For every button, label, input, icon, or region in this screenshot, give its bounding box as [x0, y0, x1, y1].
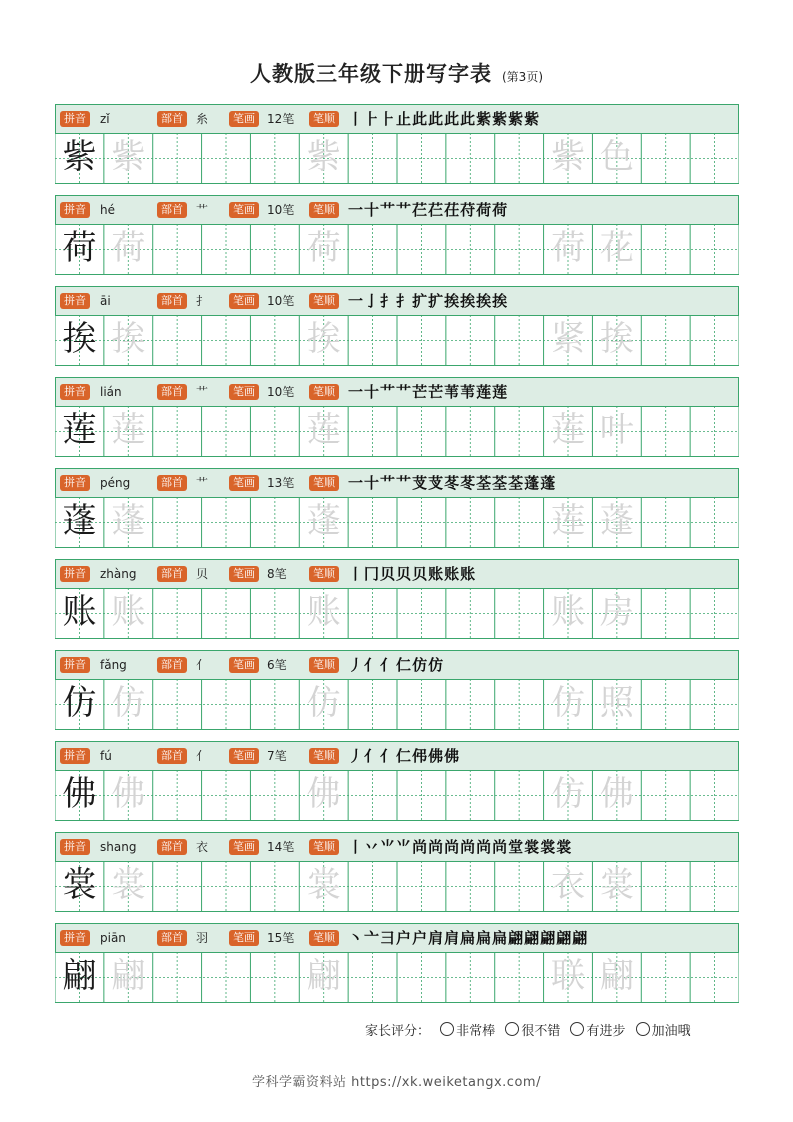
stroke-step: 一: [348, 292, 365, 310]
stroke-order-sequence: [348, 287, 508, 315]
stroke-step: 扌: [380, 292, 397, 310]
stroke-step: ⺌: [380, 838, 397, 856]
stroke-step: 此: [444, 110, 461, 128]
practice-cells: [55, 497, 739, 548]
radical-badge: 部首: [157, 293, 187, 309]
stroke-order-sequence: [348, 105, 540, 133]
trace-character: 账: [306, 592, 341, 632]
stroke-step: 扩: [412, 292, 429, 310]
model-character: 紫: [62, 137, 97, 177]
stroke-step: 茌: [444, 201, 461, 219]
stroke-step: 丿: [348, 656, 365, 674]
pinyin-badge: 拼音: [60, 566, 90, 582]
order-badge: 笔顺: [309, 930, 339, 946]
trace-character: 仿: [306, 683, 341, 723]
trace-character: 花: [599, 228, 634, 268]
strokes-value: 15笔: [267, 931, 295, 945]
pinyin-value: shang: [100, 840, 137, 854]
stroke-order-sequence: [348, 833, 572, 861]
stroke-step: 荷: [476, 201, 493, 219]
pinyin-badge: 拼音: [60, 202, 90, 218]
stroke-step: 翩: [572, 929, 589, 947]
trace-character: 裳: [111, 865, 146, 905]
stroke-step: 仁: [396, 747, 413, 765]
pinyin-value: lián: [100, 385, 122, 399]
stroke-step: 贝: [396, 565, 413, 583]
stroke-step: 十: [364, 474, 381, 492]
trace-character: 衣: [551, 865, 586, 905]
practice-cells: [55, 406, 739, 457]
order-badge: 笔顺: [309, 657, 339, 673]
trace-character: 仿: [111, 683, 146, 723]
practice-grid: [55, 133, 739, 184]
model-character: 荷: [62, 228, 97, 268]
radical-value: 艹: [196, 203, 209, 217]
pinyin-value: fǎng: [100, 658, 127, 672]
practice-cells: [55, 952, 739, 1003]
trace-character: 翩: [599, 956, 634, 996]
stroke-step: 贝: [412, 565, 429, 583]
trace-character: 蓬: [599, 501, 634, 541]
trace-character: 荷: [306, 228, 341, 268]
stroke-step: 亅: [364, 292, 381, 310]
stroke-step: 艹: [380, 201, 397, 219]
stroke-step: 苳: [460, 474, 477, 492]
stroke-step: ⺕: [380, 929, 397, 947]
stroke-step: 裳: [540, 838, 557, 856]
stroke-step: 扩: [428, 292, 445, 310]
practice-cells: [55, 133, 739, 184]
stroke-step: 尚: [428, 838, 445, 856]
practice-grid: [55, 679, 739, 730]
pinyin-value: āi: [100, 294, 111, 308]
strokes-badge: 笔画: [229, 748, 259, 764]
trace-character: 账: [551, 592, 586, 632]
rating-option-circle[interactable]: [570, 1022, 584, 1036]
practice-grid: [55, 315, 739, 366]
practice-grid: [55, 588, 739, 639]
stroke-step: 苇: [460, 383, 477, 401]
model-character: 仿: [62, 683, 97, 723]
rating-label: 家长评分：: [365, 1024, 431, 1039]
model-character: 莲: [62, 410, 97, 450]
order-badge: 笔顺: [309, 384, 339, 400]
character-row: [55, 923, 739, 1003]
practice-grid: [55, 770, 739, 821]
trace-character: 荷: [111, 228, 146, 268]
stroke-step: 尚: [444, 838, 461, 856]
trace-character: 紫: [306, 137, 341, 177]
stroke-step: 十: [364, 383, 381, 401]
trace-character: 佛: [306, 774, 341, 814]
stroke-step: 丨: [348, 110, 365, 128]
stroke-step: 丨: [348, 838, 365, 856]
stroke-step: 此: [428, 110, 445, 128]
stroke-step: 堂: [508, 838, 525, 856]
trace-character: 莲: [551, 501, 586, 541]
stroke-step: 尚: [492, 838, 509, 856]
radical-value: 羽: [196, 931, 209, 945]
order-badge: 笔顺: [309, 566, 339, 582]
stroke-step: 翩: [540, 929, 557, 947]
trace-character: 房: [599, 592, 634, 632]
stroke-step: 此: [412, 110, 429, 128]
stroke-order-sequence: [348, 924, 588, 952]
stroke-step: 仁: [396, 656, 413, 674]
order-badge: 笔顺: [309, 839, 339, 855]
radical-badge: 部首: [157, 930, 187, 946]
stroke-step: 佛: [444, 747, 461, 765]
pinyin-badge: 拼音: [60, 930, 90, 946]
pinyin-badge: 拼音: [60, 657, 90, 673]
rating-option-label: 非常棒: [456, 1024, 496, 1039]
stroke-step: 挨: [492, 292, 509, 310]
practice-grid: [55, 952, 739, 1003]
trace-character: 莲: [111, 410, 146, 450]
practice-cells: [55, 224, 739, 275]
stroke-step: 尚: [412, 838, 429, 856]
stroke-step: 裳: [524, 838, 541, 856]
practice-cells: [55, 770, 739, 821]
pinyin-badge: 拼音: [60, 748, 90, 764]
rating-option-circle[interactable]: [505, 1022, 519, 1036]
character-info-bar: [55, 650, 739, 680]
stroke-step: 艹: [380, 383, 397, 401]
stroke-step: 扁: [476, 929, 493, 947]
trace-character: 莲: [551, 410, 586, 450]
radical-value: 亻: [196, 658, 209, 672]
character-info-bar: [55, 832, 739, 862]
stroke-step: 苳: [444, 474, 461, 492]
stroke-step: 账: [460, 565, 477, 583]
stroke-step: 翩: [524, 929, 541, 947]
stroke-step: 荃: [492, 474, 509, 492]
model-character: 佛: [62, 774, 97, 814]
model-character: 账: [62, 592, 97, 632]
character-row: [55, 104, 739, 184]
stroke-step: 芆: [428, 474, 445, 492]
practice-grid: [55, 861, 739, 912]
trace-character: 色: [599, 137, 634, 177]
character-row: [55, 195, 739, 275]
parent-rating: [365, 1020, 691, 1039]
character-info-bar: [55, 104, 739, 134]
character-row: [55, 832, 739, 912]
stroke-step: 荃: [476, 474, 493, 492]
practice-cells: [55, 679, 739, 730]
stroke-step: 芒: [428, 383, 445, 401]
radical-badge: 部首: [157, 657, 187, 673]
strokes-badge: 笔画: [229, 111, 259, 127]
stroke-step: 蓬: [524, 474, 541, 492]
strokes-value: 14笔: [267, 840, 295, 854]
trace-character: 裳: [599, 865, 634, 905]
trace-character: 挨: [111, 319, 146, 359]
stroke-step: 艹: [396, 201, 413, 219]
character-row: [55, 559, 739, 639]
trace-character: 佛: [599, 774, 634, 814]
trace-character: 联: [551, 956, 586, 996]
radical-value: 亻: [196, 749, 209, 763]
character-info-bar: [55, 195, 739, 225]
pinyin-value: hé: [100, 203, 115, 217]
stroke-order-sequence: [348, 378, 508, 406]
stroke-step: 翩: [556, 929, 573, 947]
radical-value: 艹: [196, 385, 209, 399]
stroke-step: 苻: [460, 201, 477, 219]
strokes-badge: 笔画: [229, 475, 259, 491]
rating-option-label: 很不错: [521, 1024, 561, 1039]
stroke-step: 丷: [364, 838, 381, 856]
rating-option-label: 有进步: [586, 1024, 626, 1039]
model-character: 挨: [62, 319, 97, 359]
trace-character: 翩: [306, 956, 341, 996]
character-info-bar: [55, 468, 739, 498]
stroke-step: 荷: [492, 201, 509, 219]
stroke-step: 艹: [396, 383, 413, 401]
stroke-step: 一: [348, 201, 365, 219]
stroke-step: 伄: [412, 747, 429, 765]
trace-character: 蓬: [306, 501, 341, 541]
stroke-step: 贝: [380, 565, 397, 583]
trace-character: 佛: [111, 774, 146, 814]
footer-source: 学科学霸资料站 https://xk.weiketangx.com/: [252, 1075, 541, 1090]
strokes-value: 12笔: [267, 112, 295, 126]
stroke-step: 扁: [492, 929, 509, 947]
trace-character: 仿: [551, 774, 586, 814]
stroke-step: 此: [460, 110, 477, 128]
stroke-step: 挨: [460, 292, 477, 310]
stroke-step: ⺌: [396, 838, 413, 856]
stroke-step: 紫: [492, 110, 509, 128]
character-row: [55, 741, 739, 821]
stroke-step: ⺊: [364, 110, 381, 128]
stroke-step: 莲: [492, 383, 509, 401]
radical-badge: 部首: [157, 839, 187, 855]
stroke-step: 账: [428, 565, 445, 583]
trace-character: 紫: [111, 137, 146, 177]
stroke-step: 丶: [348, 929, 365, 947]
radical-badge: 部首: [157, 748, 187, 764]
stroke-step: 亻: [364, 656, 381, 674]
practice-grid: [55, 224, 739, 275]
trace-character: 挨: [306, 319, 341, 359]
stroke-step: 十: [364, 201, 381, 219]
strokes-badge: 笔画: [229, 839, 259, 855]
order-badge: 笔顺: [309, 111, 339, 127]
trace-character: 仿: [551, 683, 586, 723]
stroke-step: 扌: [396, 292, 413, 310]
stroke-step: 苇: [444, 383, 461, 401]
stroke-step: 紫: [524, 110, 541, 128]
stroke-step: 芢: [428, 201, 445, 219]
page-subtitle: (第3页): [502, 70, 543, 84]
strokes-badge: 笔画: [229, 202, 259, 218]
stroke-step: 肩: [428, 929, 445, 947]
pinyin-badge: 拼音: [60, 293, 90, 309]
stroke-step: 仿: [412, 656, 429, 674]
stroke-step: 一: [348, 474, 365, 492]
pinyin-value: péng: [100, 476, 131, 490]
stroke-step: 芢: [412, 201, 429, 219]
stroke-step: 肩: [444, 929, 461, 947]
strokes-value: 13笔: [267, 476, 295, 490]
character-row: [55, 286, 739, 366]
stroke-step: 佛: [428, 747, 445, 765]
stroke-step: 仿: [428, 656, 445, 674]
trace-character: 裳: [306, 865, 341, 905]
trace-character: 照: [599, 683, 634, 723]
character-info-bar: [55, 559, 739, 589]
stroke-step: 莲: [476, 383, 493, 401]
trace-character: 荷: [551, 228, 586, 268]
practice-cells: [55, 588, 739, 639]
stroke-step: 芆: [412, 474, 429, 492]
pinyin-badge: 拼音: [60, 111, 90, 127]
character-row: [55, 650, 739, 730]
model-character: 翩: [62, 956, 97, 996]
stroke-step: 丿: [348, 747, 365, 765]
trace-character: 叶: [599, 410, 634, 450]
stroke-step: 芒: [412, 383, 429, 401]
radical-badge: 部首: [157, 384, 187, 400]
trace-character: 蓬: [111, 501, 146, 541]
radical-badge: 部首: [157, 202, 187, 218]
stroke-step: 丨: [348, 565, 365, 583]
rating-option-circle[interactable]: [440, 1022, 454, 1036]
page-title: 人教版三年级下册写字表: [250, 61, 492, 86]
trace-character: 紧: [551, 319, 586, 359]
order-badge: 笔顺: [309, 293, 339, 309]
radical-value: 艹: [196, 476, 209, 490]
stroke-step: 账: [444, 565, 461, 583]
stroke-step: 一: [348, 383, 365, 401]
pinyin-value: fú: [100, 749, 112, 763]
pinyin-badge: 拼音: [60, 475, 90, 491]
strokes-value: 8笔: [267, 567, 287, 581]
order-badge: 笔顺: [309, 202, 339, 218]
stroke-step: 紫: [508, 110, 525, 128]
character-info-bar: [55, 377, 739, 407]
radical-value: 衣: [196, 840, 209, 854]
stroke-step: 紫: [476, 110, 493, 128]
stroke-step: 裳: [556, 838, 573, 856]
pinyin-value: zǐ: [100, 112, 110, 126]
stroke-step: 亻: [380, 656, 397, 674]
rating-option-label: 加油哦: [651, 1024, 691, 1039]
stroke-step: 户: [396, 929, 413, 947]
strokes-value: 10笔: [267, 203, 295, 217]
order-badge: 笔顺: [309, 475, 339, 491]
trace-character: 挨: [599, 319, 634, 359]
stroke-step: 挨: [476, 292, 493, 310]
practice-cells: [55, 861, 739, 912]
character-row: [55, 468, 739, 548]
pinyin-badge: 拼音: [60, 384, 90, 400]
stroke-step: 挨: [444, 292, 461, 310]
stroke-step: ⺊: [380, 110, 397, 128]
stroke-step: 蓬: [540, 474, 557, 492]
radical-badge: 部首: [157, 111, 187, 127]
pinyin-value: piān: [100, 931, 126, 945]
character-info-bar: [55, 741, 739, 771]
model-character: 裳: [62, 865, 97, 905]
strokes-value: 10笔: [267, 385, 295, 399]
practice-grid: [55, 497, 739, 548]
strokes-badge: 笔画: [229, 566, 259, 582]
character-table: [55, 104, 739, 1014]
stroke-order-sequence: [348, 651, 444, 679]
stroke-order-sequence: [348, 469, 556, 497]
trace-character: 紫: [551, 137, 586, 177]
model-character: 蓬: [62, 501, 97, 541]
radical-value: 糸: [196, 112, 209, 126]
character-info-bar: [55, 286, 739, 316]
trace-character: 账: [111, 592, 146, 632]
stroke-step: 亻: [380, 747, 397, 765]
practice-cells: [55, 315, 739, 366]
pinyin-value: zhàng: [100, 567, 137, 581]
strokes-badge: 笔画: [229, 657, 259, 673]
radical-value: 扌: [196, 294, 209, 308]
trace-character: 莲: [306, 410, 341, 450]
stroke-step: 止: [396, 110, 413, 128]
radical-badge: 部首: [157, 566, 187, 582]
page-header: [0, 58, 793, 88]
stroke-step: 亻: [364, 747, 381, 765]
stroke-step: 亠: [364, 929, 381, 947]
strokes-badge: 笔画: [229, 930, 259, 946]
stroke-order-sequence: [348, 560, 476, 588]
character-row: [55, 377, 739, 457]
stroke-step: 户: [412, 929, 429, 947]
stroke-step: 艹: [396, 474, 413, 492]
stroke-step: 翩: [508, 929, 525, 947]
strokes-badge: 笔画: [229, 293, 259, 309]
order-badge: 笔顺: [309, 748, 339, 764]
stroke-step: 扁: [460, 929, 477, 947]
stroke-step: 尚: [460, 838, 477, 856]
strokes-badge: 笔画: [229, 384, 259, 400]
stroke-step: 荃: [508, 474, 525, 492]
stroke-order-sequence: [348, 196, 508, 224]
radical-value: 贝: [196, 567, 209, 581]
strokes-value: 7笔: [267, 749, 287, 763]
character-info-bar: [55, 923, 739, 953]
stroke-step: 艹: [380, 474, 397, 492]
radical-badge: 部首: [157, 475, 187, 491]
stroke-step: 尚: [476, 838, 493, 856]
strokes-value: 10笔: [267, 294, 295, 308]
trace-character: 翩: [111, 956, 146, 996]
stroke-order-sequence: [348, 742, 460, 770]
stroke-step: 冂: [364, 565, 381, 583]
rating-option-circle[interactable]: [636, 1022, 650, 1036]
pinyin-badge: 拼音: [60, 839, 90, 855]
strokes-value: 6笔: [267, 658, 287, 672]
practice-grid: [55, 406, 739, 457]
